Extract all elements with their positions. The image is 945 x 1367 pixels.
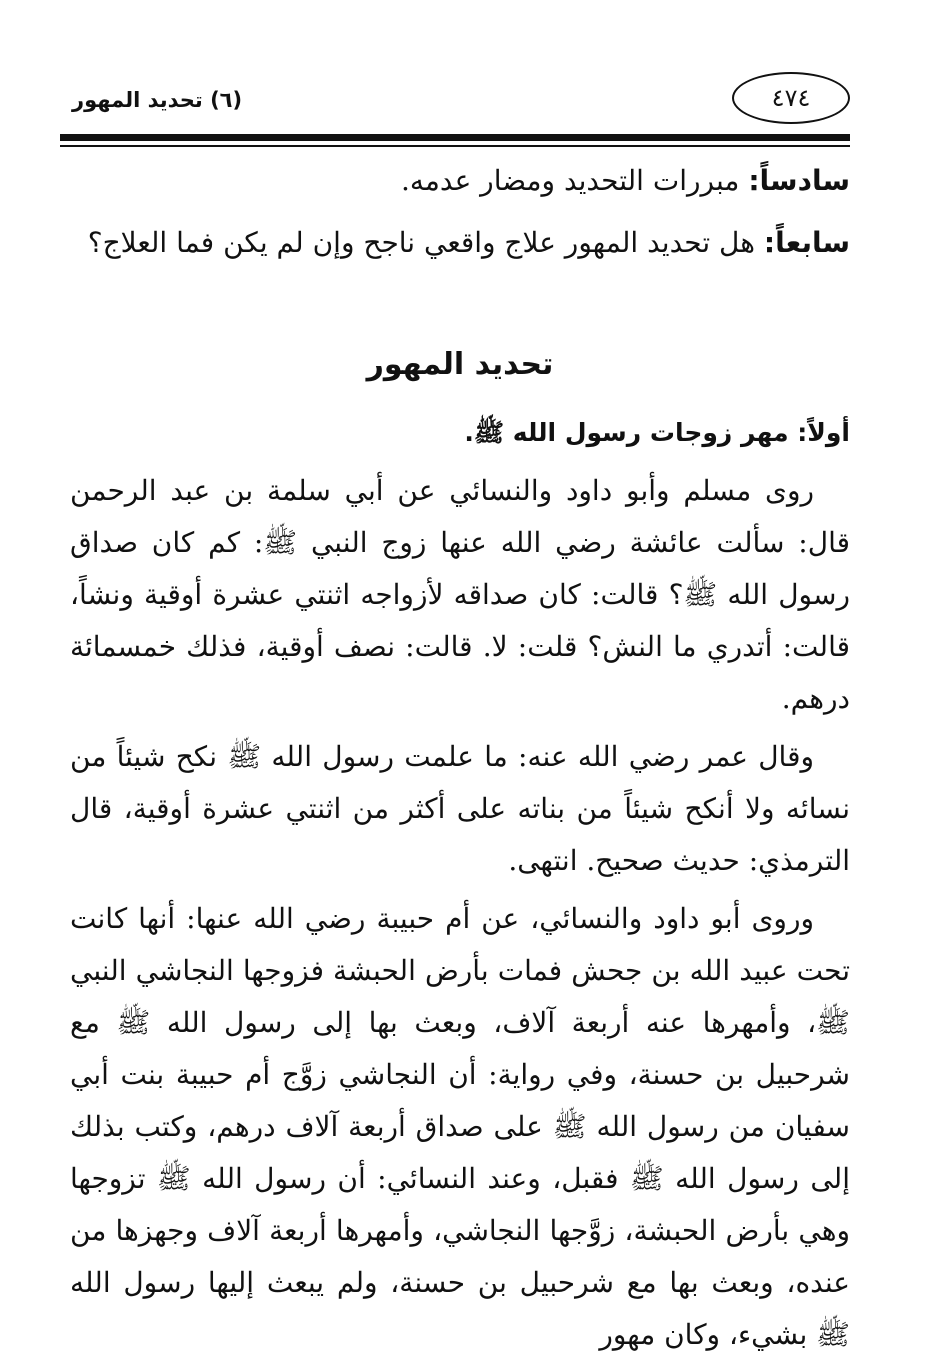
paragraph: وقال عمر رضي الله عنه: ما علمت رسول الله ﷺ نكح شيئاً من نسائه ولا أنكح شيئاً من بناته على أكثر من اثنتي عشرة أوقية، قال الترمذي: حديث صحيح. انتهى. [70,740,850,877]
page-number: ٤٧٤ [732,72,850,124]
subheading: أولاً: مهر زوجات رسول الله ﷺ. [464,418,850,447]
header-rule-thick [60,134,850,141]
page-content [70,155,850,1367]
paragraph: روى مسلم وأبو داود والنسائي عن أبي سلمة بن عبد الرحمن قال: سألت عائشة رضي الله عنها زوج النبي ﷺ: كم كان صداق رسول الله ﷺ؟ قالت: كان صداقه لأزواجه اثنتي عشرة أوقية ونشاً، قالت: أتدري ما النش؟ قلت: لا. قالت: نصف أوقية، فذلك خمسمائة درهم. [70,474,850,715]
list-item-sixth [70,155,850,207]
list-item-text: مبررات التحديد ومضار عدمه. [400,164,749,197]
list-item-text: هل تحديد المهور علاج واقعي ناجح وإن لم يكن فما العلاج؟ [87,226,764,259]
page-header [60,78,850,148]
running-title: (٦) تحديد المهور [72,88,243,112]
paragraph: وروى أبو داود والنسائي، عن أم حبيبة رضي الله عنها: أنها كانت تحت عبيد الله بن جحش فمات بأرض الحبشة فزوجها النجاشي النبي ﷺ، وأمهرها عنه أربعة آلاف، وبعث بها إلى رسول الله ﷺ مع شرحبيل بن حسنة، وفي رواية: أن النجاشي زوَّج أم حبيبة بنت أبي سفيان من رسول الله ﷺ على صداق أربعة آلاف درهم، وكتب بذلك إلى رسول الله ﷺ فقبل، وعند النسائي: أن رسول الله ﷺ تزوجها وهي بأرض الحبشة، زوَّجها النجاشي، وأمهرها أربعة آلاف وجهزها من عنده، وبعث بها مع شرحبيل بن حسنة، ولم يبعث إليها رسول الله ﷺ بشيء، وكان مهور [70,902,850,1351]
list-item-label: سادساً: [748,164,850,197]
list-item-label: سابعاً: [763,226,850,259]
section-title: تحديد المهور [366,347,554,382]
header-rule-thin [60,145,850,147]
list-item-seventh [70,217,850,269]
